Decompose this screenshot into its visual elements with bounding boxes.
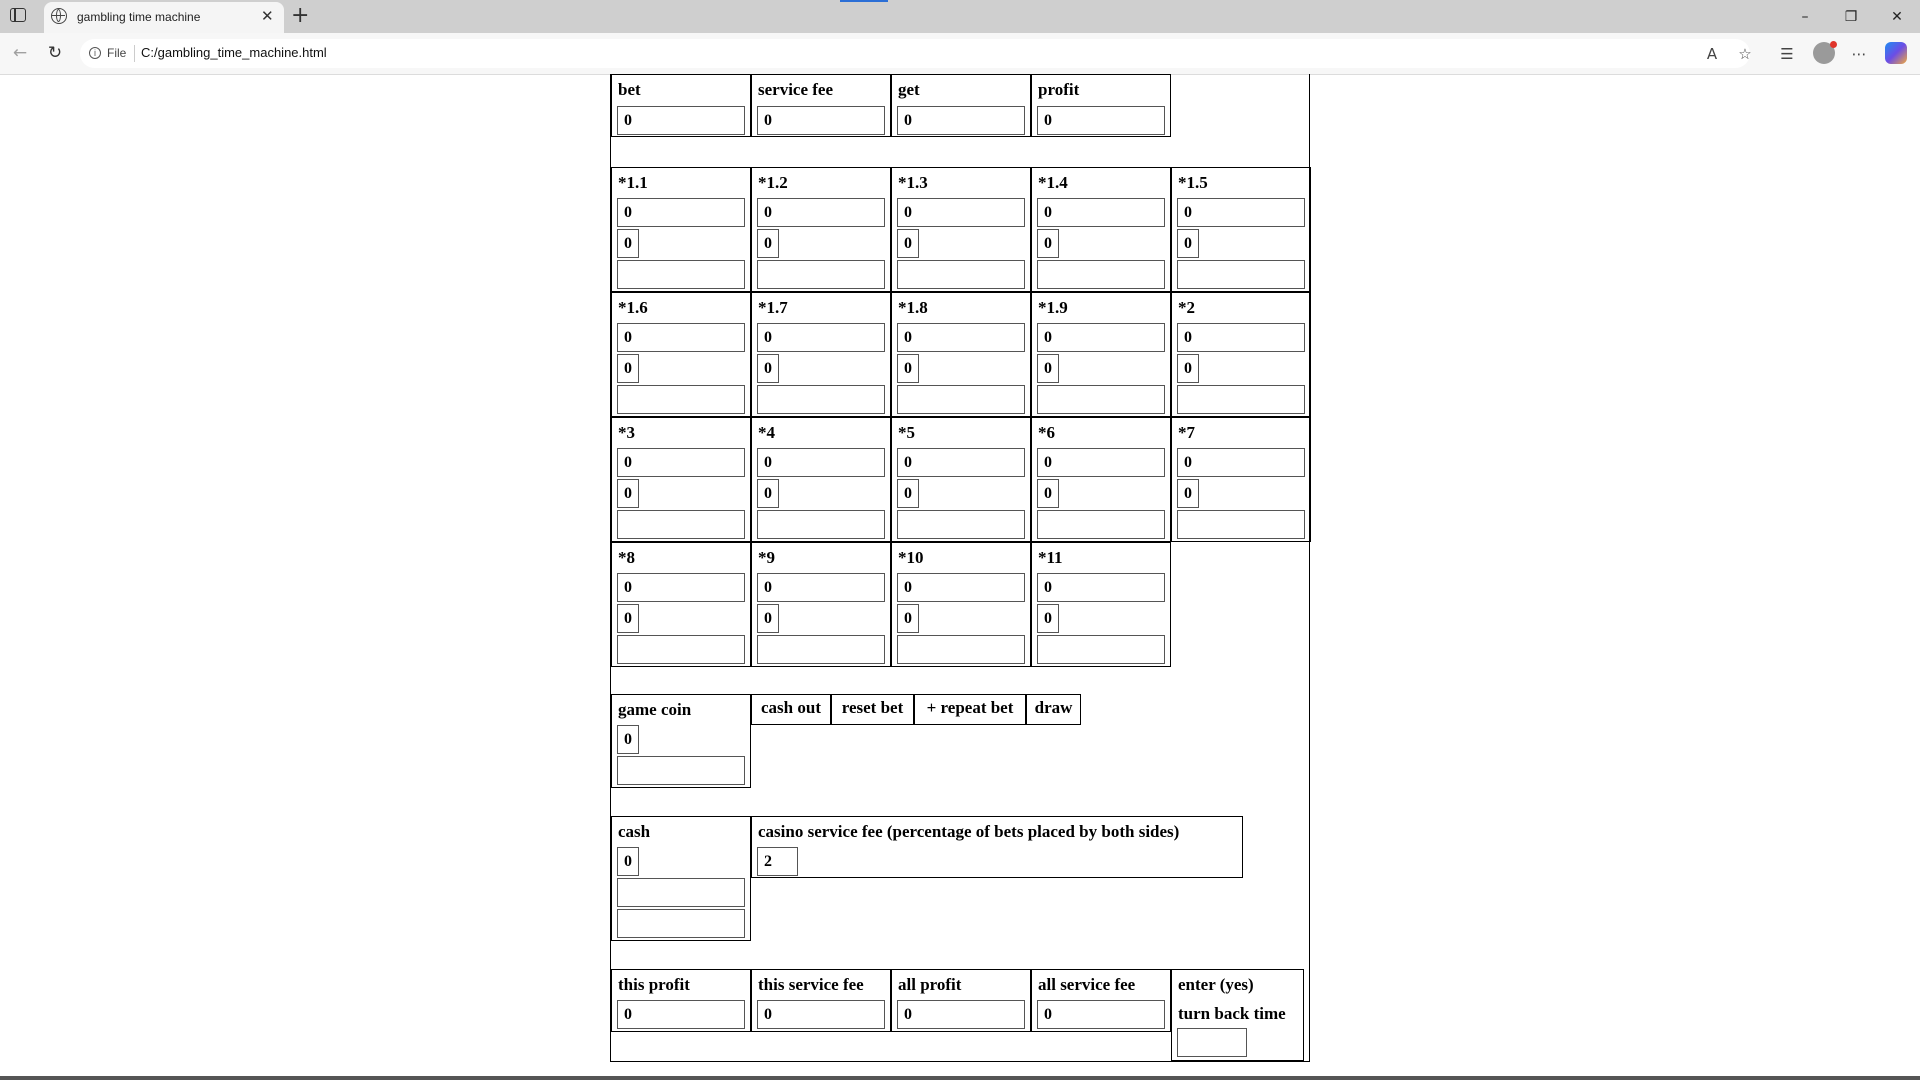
- service-fee-input[interactable]: 0: [757, 106, 885, 135]
- multiplier-entry-input[interactable]: [1177, 385, 1305, 414]
- multiplier-count-input[interactable]: 0: [1037, 229, 1059, 258]
- back-arrow-icon[interactable]: ←: [12, 43, 28, 63]
- multiplier-label: *1.9: [1038, 298, 1068, 317]
- time-travel-label-2: turn back time: [1178, 1004, 1286, 1023]
- sidebar-toggle-icon[interactable]: [10, 8, 26, 22]
- multiplier-value-input[interactable]: 0: [1177, 448, 1305, 477]
- browser-toolbar: [0, 33, 1920, 75]
- multiplier-label: *1.7: [758, 298, 788, 317]
- multiplier-cell: [611, 292, 751, 417]
- multiplier-label: *1.8: [898, 298, 928, 317]
- totals-cell-all-profit: [891, 969, 1031, 1032]
- cash-out-button[interactable]: cash out: [751, 694, 831, 725]
- multiplier-value-input[interactable]: 0: [897, 573, 1025, 602]
- cash-entry-input-1[interactable]: [617, 878, 745, 907]
- multiplier-value-input[interactable]: 0: [1037, 448, 1165, 477]
- totals-cell-this-profit: [611, 969, 751, 1032]
- multiplier-count-input[interactable]: 0: [1037, 479, 1059, 508]
- multiplier-label: *1.3: [898, 173, 928, 192]
- multiplier-cell: [1031, 542, 1171, 667]
- multiplier-label: *10: [898, 548, 924, 567]
- totals-label: this service fee: [758, 975, 864, 994]
- game-coin-label: game coin: [618, 700, 692, 719]
- multiplier-count-input[interactable]: 0: [1177, 479, 1199, 508]
- cash-label: cash: [618, 822, 651, 841]
- minimize-button[interactable]: –: [1801, 8, 1809, 25]
- multiplier-count-input[interactable]: 0: [897, 229, 919, 258]
- multiplier-count-input[interactable]: 0: [757, 229, 779, 258]
- all-service-fee-input[interactable]: 0: [1037, 1000, 1165, 1029]
- tab-title: gambling time machine: [77, 10, 201, 24]
- multiplier-entry-input[interactable]: [897, 260, 1025, 289]
- multiplier-label: *11: [1038, 548, 1063, 567]
- multiplier-cell: [1171, 292, 1311, 417]
- multiplier-value-input[interactable]: 0: [757, 573, 885, 602]
- summary-cell-profit: [1031, 74, 1171, 137]
- multiplier-label: *6: [1038, 423, 1055, 442]
- multiplier-count-input[interactable]: 0: [757, 479, 779, 508]
- turn-back-time-input[interactable]: [1177, 1028, 1247, 1057]
- multiplier-cell: [1031, 417, 1171, 542]
- restore-button[interactable]: ❐: [1844, 8, 1858, 25]
- multiplier-value-input[interactable]: 0: [617, 448, 745, 477]
- multiplier-count-input[interactable]: 0: [617, 479, 639, 508]
- multiplier-value-input[interactable]: 0: [1177, 323, 1305, 352]
- summary-cell-service-fee: [751, 74, 891, 137]
- multiplier-value-input[interactable]: 0: [757, 448, 885, 477]
- tab-active[interactable]: [44, 2, 284, 33]
- multiplier-value-input[interactable]: 0: [1177, 198, 1305, 227]
- get-input[interactable]: 0: [897, 106, 1025, 135]
- multiplier-count-input[interactable]: 0: [897, 604, 919, 633]
- game-coin-cell: [611, 694, 751, 788]
- multiplier-value-input[interactable]: 0: [617, 323, 745, 352]
- totals-cell-this-service-fee: [751, 969, 891, 1032]
- multiplier-entry-input[interactable]: [1177, 510, 1305, 539]
- multiplier-value-input[interactable]: 0: [757, 198, 885, 227]
- multiplier-entry-input[interactable]: [617, 385, 745, 414]
- multiplier-label: *9: [758, 548, 775, 567]
- multiplier-entry-input[interactable]: [1037, 385, 1165, 414]
- multiplier-label: *7: [1178, 423, 1195, 442]
- bet-input[interactable]: 0: [617, 106, 745, 135]
- multiplier-entry-input[interactable]: [757, 385, 885, 414]
- multiplier-value-input[interactable]: 0: [617, 198, 745, 227]
- casino-fee-cell: [751, 816, 1243, 878]
- multiplier-entry-input[interactable]: [897, 510, 1025, 539]
- summary-cell-get: [891, 74, 1031, 137]
- multiplier-cell: [1171, 417, 1311, 542]
- multiplier-count-input[interactable]: 0: [757, 354, 779, 383]
- casino-fee-input[interactable]: 2: [757, 847, 798, 876]
- this-profit-input[interactable]: 0: [617, 1000, 745, 1029]
- read-aloud-icon[interactable]: A: [1706, 45, 1718, 63]
- multiplier-count-input[interactable]: 0: [757, 604, 779, 633]
- multiplier-cell: [751, 542, 891, 667]
- summary-label: bet: [618, 80, 641, 99]
- multiplier-cell: [751, 417, 891, 542]
- multiplier-entry-input[interactable]: [1037, 260, 1165, 289]
- reload-icon[interactable]: ↻: [47, 43, 63, 63]
- multiplier-cell: [891, 292, 1031, 417]
- multiplier-count-input[interactable]: 0: [1177, 229, 1199, 258]
- multiplier-count-input[interactable]: 0: [1037, 604, 1059, 633]
- casino-fee-label: casino service fee (percentage of bets placed by both sides): [758, 822, 1180, 841]
- multiplier-entry-input[interactable]: [757, 260, 885, 289]
- totals-label: this profit: [618, 975, 690, 994]
- this-service-fee-input[interactable]: 0: [757, 1000, 885, 1029]
- window-controls: [1782, 0, 1920, 33]
- copilot-icon[interactable]: [1885, 42, 1907, 64]
- multiplier-cell: [891, 542, 1031, 667]
- multiplier-value-input[interactable]: 0: [1037, 323, 1165, 352]
- cash-input[interactable]: 0: [617, 847, 639, 876]
- close-window-button[interactable]: ✕: [1891, 8, 1903, 25]
- multiplier-label: *3: [618, 423, 635, 442]
- cash-cell: [611, 816, 751, 941]
- multiplier-entry-input[interactable]: [1037, 510, 1165, 539]
- multiplier-cell: [611, 167, 751, 292]
- repeat-bet-button[interactable]: + repeat bet: [914, 694, 1026, 725]
- multiplier-cell: [891, 417, 1031, 542]
- multiplier-cell: [1031, 292, 1171, 417]
- window-bottom-edge: [0, 1076, 1920, 1080]
- summary-label: get: [898, 80, 920, 99]
- game-coin-input[interactable]: 0: [617, 725, 639, 754]
- multiplier-count-input[interactable]: 0: [617, 354, 639, 383]
- multiplier-value-input[interactable]: 0: [617, 573, 745, 602]
- multiplier-cell: [611, 417, 751, 542]
- multiplier-label: *1.4: [1038, 173, 1068, 192]
- multiplier-cell: [891, 167, 1031, 292]
- totals-label: all profit: [898, 975, 962, 994]
- multiplier-label: *1.2: [758, 173, 788, 192]
- multiplier-label: *1.6: [618, 298, 648, 317]
- multiplier-count-input[interactable]: 0: [1037, 354, 1059, 383]
- multiplier-count-input[interactable]: 0: [1177, 354, 1199, 383]
- multiplier-entry-input[interactable]: [757, 635, 885, 664]
- multiplier-cell: [751, 167, 891, 292]
- favorites-list-icon[interactable]: ☰: [1780, 45, 1794, 63]
- favorite-star-icon[interactable]: ☆: [1738, 45, 1752, 63]
- multiplier-cell: [751, 292, 891, 417]
- multiplier-label: *8: [618, 548, 635, 567]
- multiplier-label: *4: [758, 423, 775, 442]
- multiplier-value-input[interactable]: 0: [897, 198, 1025, 227]
- multiplier-entry-input[interactable]: [617, 635, 745, 664]
- multiplier-entry-input[interactable]: [1177, 260, 1305, 289]
- summary-label: profit: [1038, 80, 1080, 99]
- totals-cell-all-service-fee: [1031, 969, 1171, 1032]
- multiplier-count-input[interactable]: 0: [897, 479, 919, 508]
- address-bar[interactable]: [80, 39, 1750, 68]
- multiplier-entry-input[interactable]: [1037, 635, 1165, 664]
- multiplier-count-input[interactable]: 0: [617, 604, 639, 633]
- multiplier-label: *2: [1178, 298, 1195, 317]
- multiplier-value-input[interactable]: 0: [757, 323, 885, 352]
- globe-icon: [51, 8, 67, 24]
- all-profit-input[interactable]: 0: [897, 1000, 1025, 1029]
- time-travel-cell: [1171, 969, 1304, 1061]
- tab-strip: [0, 0, 1920, 33]
- multiplier-label: *1.1: [618, 173, 648, 192]
- multiplier-cell: [611, 542, 751, 667]
- url-text[interactable]: C:/gambling_time_machine.html: [141, 45, 327, 60]
- multiplier-cell: [1031, 167, 1171, 292]
- multiplier-entry-input[interactable]: [617, 510, 745, 539]
- info-icon[interactable]: i: [89, 47, 101, 59]
- multiplier-value-input[interactable]: 0: [1037, 198, 1165, 227]
- more-menu-icon[interactable]: ⋯: [1851, 45, 1867, 63]
- profit-input[interactable]: 0: [1037, 106, 1165, 135]
- multiplier-entry-input[interactable]: [897, 635, 1025, 664]
- draw-button[interactable]: draw: [1026, 694, 1081, 725]
- new-tab-button[interactable]: +: [291, 3, 310, 28]
- multiplier-entry-input[interactable]: [897, 385, 1025, 414]
- multiplier-entry-input[interactable]: [617, 260, 745, 289]
- tab-scroll-indicator: [840, 0, 888, 2]
- reset-bet-button[interactable]: reset bet: [831, 694, 914, 725]
- multiplier-value-input[interactable]: 0: [897, 448, 1025, 477]
- chip-separator: [134, 45, 135, 62]
- summary-label: service fee: [758, 80, 834, 99]
- page-container: [610, 74, 1310, 1062]
- close-icon[interactable]: ✕: [261, 7, 274, 25]
- multiplier-label: *5: [898, 423, 915, 442]
- multiplier-value-input[interactable]: 0: [1037, 573, 1165, 602]
- multiplier-count-input[interactable]: 0: [897, 354, 919, 383]
- multiplier-entry-input[interactable]: [757, 510, 885, 539]
- summary-cell-bet: [611, 74, 751, 137]
- profile-avatar[interactable]: [1813, 42, 1835, 64]
- game-coin-entry-input[interactable]: [617, 756, 745, 785]
- totals-label: all service fee: [1038, 975, 1136, 994]
- multiplier-count-input[interactable]: 0: [617, 229, 639, 258]
- time-travel-label-1: enter (yes): [1178, 975, 1254, 994]
- multiplier-label: *1.5: [1178, 173, 1208, 192]
- multiplier-cell: [1171, 167, 1311, 292]
- multiplier-value-input[interactable]: 0: [897, 323, 1025, 352]
- file-chip[interactable]: File: [107, 46, 127, 60]
- cash-entry-input-2[interactable]: [617, 909, 745, 938]
